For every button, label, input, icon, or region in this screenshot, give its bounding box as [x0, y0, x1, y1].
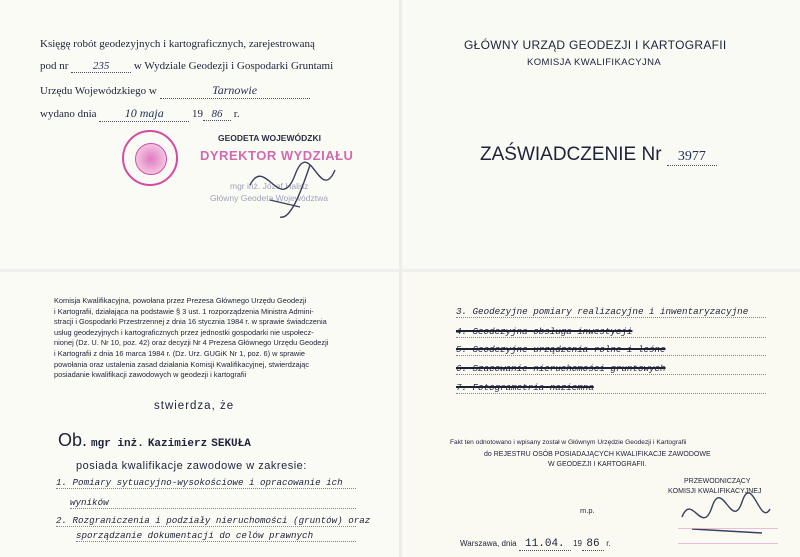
person-title: mgr inż. [91, 438, 144, 450]
registry-line-2: do REJESTRU OSÓB POSIADAJĄCYCH KWALIFIKACJE ZAWODOWE [484, 451, 711, 458]
year-value: 86 [582, 538, 604, 551]
registry-line-1: Fakt ten odnotowano i wpisany został w Głównym Urzędzie Geodezji i Kartografii [450, 439, 687, 446]
issue-date-line [460, 538, 611, 551]
chair-commission: KOMISJI KWALIFIKACYJNEJ [668, 488, 762, 495]
faint-stamp-bottom-right [678, 528, 778, 544]
issue-day-month: 10 maja [99, 106, 189, 122]
legal-line: powołania oraz ustalenia zasad działania Komisji Kwalifikacyjnej, stwierdzając [54, 359, 310, 369]
legal-line: i Kartografii, działająca na podstawie § 3 ust. 1 rozporządzenia Ministra Admini- [54, 306, 314, 316]
qualification-item-5: 5. Geodezyjne urządzenia rolne i leśne [456, 344, 766, 356]
register-line-3 [40, 83, 310, 99]
year-prefix: 19 [573, 539, 582, 548]
mp-label: m.p. [580, 506, 595, 515]
person-surname: SEKUŁA [211, 438, 251, 450]
issue-year-suffix: r. [233, 108, 240, 120]
register-prefix: pod nr [40, 60, 69, 72]
person-name: Kazimierz [147, 438, 208, 450]
director-stamp: DYREKTOR WYDZIAŁU [200, 148, 354, 163]
place-label: Warszawa, dnia [460, 539, 517, 548]
legal-basis-text [54, 296, 364, 381]
legal-line: stracji i Gospodarki Przestrzennej z dnia 16 stycznia 1984 r. w sprawie świadczenia [54, 317, 327, 327]
register-number: 235 [71, 60, 131, 73]
stamp-name: mgr inż. Józef Halisz [230, 181, 309, 191]
issue-year-prefix: 19 [192, 108, 204, 120]
certificate-label: ZAŚWIADCZENIE Nr [480, 144, 662, 165]
stwierdza-text: stwierdza, że [154, 400, 235, 412]
person-line [58, 430, 251, 451]
qualification-item-4: 4. Geodezyjna obsługa inwestycji [456, 326, 766, 338]
qualification-item-7: 7. Fotogrametria naziemna [456, 382, 766, 394]
certificate-heading [480, 144, 717, 166]
ob-label: Ob. [58, 430, 88, 450]
legal-line: usług geodezyjnych i kartograficznych przez jednostki gospodarki nie uspołecz- [54, 327, 314, 337]
issue-prefix: wydano dnia [40, 108, 97, 120]
page-bottom-right [402, 272, 800, 557]
year-suffix: r. [606, 539, 611, 548]
qualification-item-2: 2. Rozgraniczenia i podziały nieruchomości (gruntów) oraz [56, 515, 371, 526]
qualification-intro: posiada kwalifikacje zawodowe w zakresie: [76, 460, 307, 472]
chair-title: PRZEWODNICZĄCY [684, 478, 751, 485]
round-seal-stamp [122, 130, 178, 186]
legal-line: nionej (Dz. U. Nr 10, poz. 42) oraz decyzji Nr 4 Prezesa Głównego Urzędu Geodezji [54, 338, 329, 348]
certificate-number: 3977 [667, 149, 717, 166]
horizontal-fold [0, 269, 800, 272]
legal-line: posiadanie kwalifikacji zawodowych w geodezji i kartografii [54, 370, 247, 380]
page-top-left [0, 0, 400, 270]
date-value: 11.04. [519, 538, 571, 551]
issue-year: 86 [203, 108, 231, 121]
geodeta-title: GEODETA WOJEWÓDZKI [218, 133, 321, 143]
page-top-right [402, 0, 800, 270]
city-value: Tarnowie [160, 83, 310, 99]
commission-name: KOMISJA KWALIFIKACYJNA [527, 57, 662, 68]
legal-line: i Kartografii z dnia 16 marca 1984 r. (Dz. Urz. GUGiK Nr 1, poz. 6) w sprawie [54, 348, 305, 358]
register-line-4 [40, 106, 240, 122]
register-line-1: Księgę robót geodezyjnych i kartograficznych, zarejestrowaną [40, 38, 315, 50]
qualification-item-1-cont: wyników [70, 497, 356, 509]
legal-line: Komisja Kwalifikacyjna, powołana przez Prezesa Głównego Urzędu Geodezji [54, 296, 307, 305]
qualification-item-3: 3. Geodezyjne pomiary realizacyjne i inwentaryzacyjne [456, 306, 766, 318]
register-line-2 [40, 60, 333, 73]
registry-line-3: W GEODEZJI I KARTOGRAFII. [548, 461, 647, 468]
qualification-item-1: 1. Pomiary sytuacyjno-wysokościowe i opracowanie ich [56, 477, 356, 489]
signature-top-left [240, 145, 360, 225]
stamp-role: Główny Geodeta Województwa [210, 193, 328, 203]
qualification-item-6: 6. Szacowanie nieruchomości gruntowych [456, 363, 766, 375]
register-office: w Wydziale Geodezji i Gospodarki Gruntami [133, 60, 334, 72]
city-prefix: Urzędu Wojewódzkiego w [40, 85, 157, 97]
qualification-item-2-cont: sporządzanie dokumentacji do celów prawnych [76, 530, 356, 542]
vertical-fold [399, 0, 402, 557]
office-name: GŁÓWNY URZĄD GEODEZJI I KARTOGRAFII [464, 38, 727, 52]
page-bottom-left [0, 272, 400, 557]
